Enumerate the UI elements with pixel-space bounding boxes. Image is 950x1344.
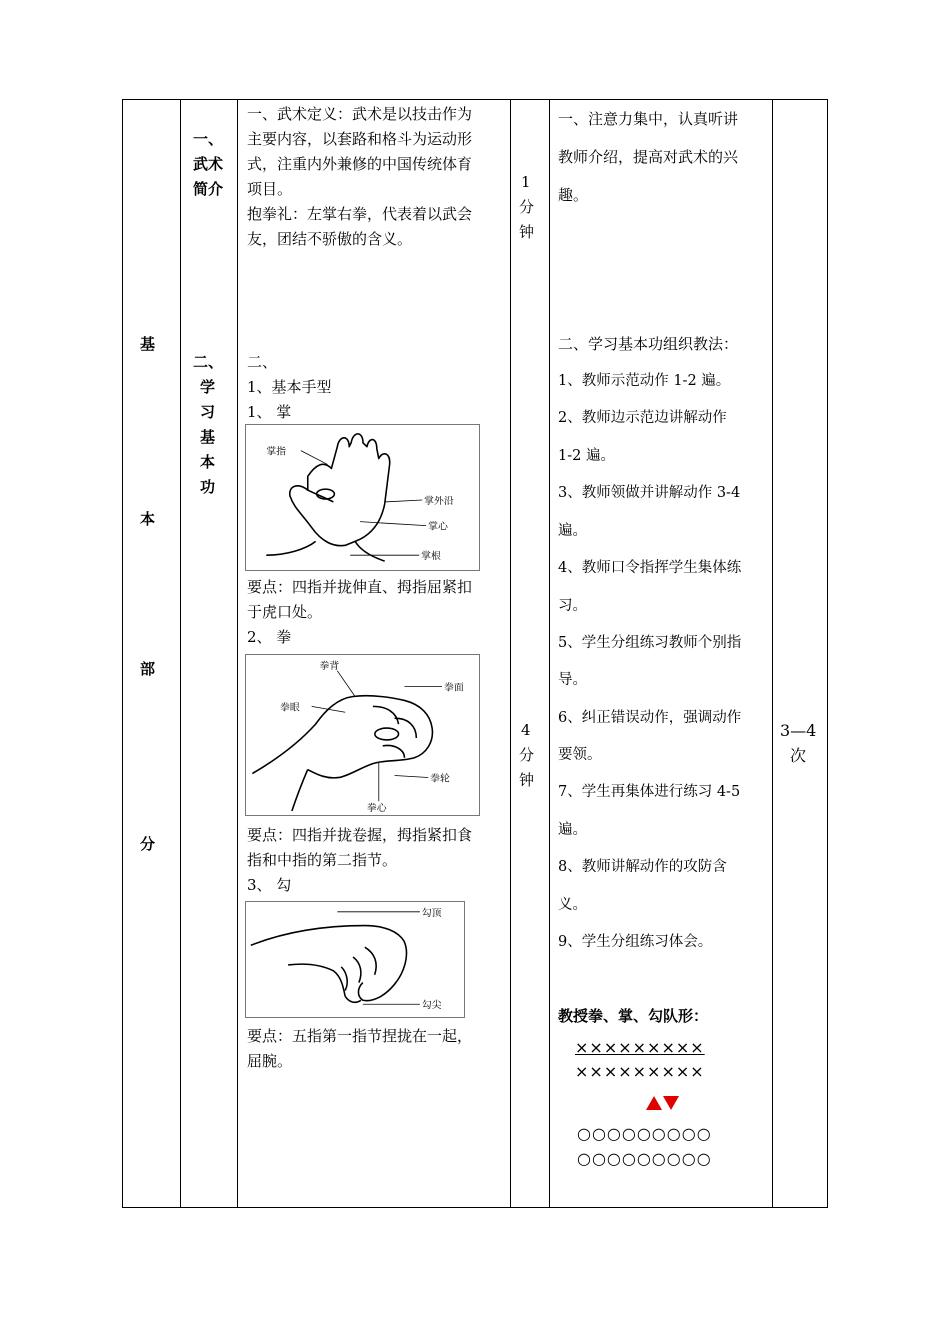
repeat-count: 3—4 bbox=[780, 721, 817, 740]
definition-line: 一、武术定义：武术是以技击作为 bbox=[247, 105, 473, 123]
col-divider bbox=[237, 100, 238, 1207]
method-step: 2、教师边示范边讲解动作 bbox=[558, 410, 727, 426]
salute-line: 友，团结不骄傲的含义。 bbox=[247, 230, 413, 248]
organization-title: 二、学习基本功组织教法： bbox=[558, 335, 739, 353]
method-step: 7、学生再集体进行练习 4-5 bbox=[558, 784, 741, 800]
palm-heading: 1、 掌 bbox=[247, 403, 292, 421]
salute-line: 抱拳礼：左掌右拳，代表着以武会 bbox=[247, 205, 473, 223]
hook-keypoint: 屈腕。 bbox=[247, 1052, 293, 1070]
palm-figure bbox=[245, 424, 480, 571]
palm-keypoint: 要点：四指并拢伸直、拇指屈紧扣 bbox=[247, 578, 473, 596]
topic-char: 学 bbox=[200, 378, 216, 396]
col-divider bbox=[549, 100, 550, 1207]
method-step: 义。 bbox=[558, 897, 587, 913]
section-char: 分 bbox=[140, 835, 156, 853]
fist-keypoint: 指和中指的第二指节。 bbox=[247, 851, 398, 869]
method-step: 1-2 遍。 bbox=[558, 448, 615, 464]
method-step: 4、教师口令指挥学生集体练 bbox=[558, 560, 742, 576]
hook-figure bbox=[245, 901, 465, 1018]
method-step: 导。 bbox=[558, 672, 587, 688]
time-value: 4 bbox=[521, 721, 531, 739]
method-step: 1、教师示范动作 1-2 遍。 bbox=[558, 373, 731, 389]
fist-heading: 2、 拳 bbox=[247, 628, 292, 646]
formation-row-students: ××××××××× bbox=[575, 1038, 705, 1057]
method-step: 3、教师领做并讲解动作 3-4 bbox=[558, 485, 741, 501]
topic-char: 本 bbox=[200, 453, 216, 471]
fist-label: 拳心 bbox=[366, 803, 387, 815]
method-line: 趣。 bbox=[558, 186, 589, 204]
teacher-marker-icon bbox=[645, 1094, 681, 1112]
time-unit: 钟 bbox=[519, 771, 535, 789]
definition-line: 式，注重内外兼修的中国传统体育 bbox=[247, 155, 473, 173]
fist-keypoint: 要点：四指并拢卷握，拇指紧扣食 bbox=[247, 826, 473, 844]
formation-title: 教授拳、掌、勾队形： bbox=[558, 1007, 709, 1025]
fist-label: 拳轮 bbox=[430, 773, 450, 785]
formation-row-students: ××××××××× bbox=[575, 1062, 705, 1081]
topic-char: 功 bbox=[200, 478, 216, 496]
col-divider bbox=[510, 100, 511, 1207]
palm-label: 掌根 bbox=[421, 551, 441, 563]
fist-label: 拳眼 bbox=[280, 702, 300, 714]
method-step: 9、学生分组练习体会。 bbox=[558, 934, 713, 950]
topic-title: 简介 bbox=[193, 180, 224, 198]
formation-row-circles: ○○○○○○○○○ bbox=[577, 1124, 712, 1143]
topic-title: 武术 bbox=[193, 155, 224, 173]
topic-number: 二、 bbox=[193, 353, 224, 371]
palm-label: 掌外沿 bbox=[424, 495, 454, 507]
section-char: 基 bbox=[140, 335, 156, 353]
palm-label: 掌指 bbox=[266, 446, 287, 458]
time-unit: 分 bbox=[519, 746, 535, 764]
topic-number: 一、 bbox=[193, 130, 224, 148]
palm-keypoint: 于虎口处。 bbox=[247, 603, 323, 621]
method-step: 6、纠正错误动作，强调动作 bbox=[558, 710, 742, 726]
method-line: 教师介绍，提高对武术的兴 bbox=[558, 148, 739, 166]
method-line: 一、注意力集中，认真听讲 bbox=[558, 110, 739, 128]
palm-label: 掌心 bbox=[428, 521, 448, 533]
method-step: 5、学生分组练习教师个别指 bbox=[558, 635, 742, 651]
method-step: 遍。 bbox=[558, 523, 587, 539]
repeat-unit: 次 bbox=[790, 746, 807, 765]
section-char: 本 bbox=[140, 510, 156, 528]
method-step: 8、教师讲解动作的攻防含 bbox=[558, 859, 727, 875]
hand-types-heading: 1、基本手型 bbox=[247, 378, 332, 396]
method-step: 遍。 bbox=[558, 822, 587, 838]
method-step: 习。 bbox=[558, 598, 587, 614]
time-value: 1 bbox=[521, 173, 531, 191]
hook-label: 勾顶 bbox=[421, 907, 442, 919]
definition-line: 主要内容，以套路和格斗为运动形 bbox=[247, 130, 473, 148]
hook-keypoint: 要点：五指第一指节捏拢在一起， bbox=[247, 1027, 473, 1045]
formation-row-circles: ○○○○○○○○○ bbox=[577, 1149, 712, 1168]
hook-heading: 3、 勾 bbox=[247, 876, 292, 894]
time-unit: 钟 bbox=[519, 223, 535, 241]
fist-label: 拳面 bbox=[443, 682, 464, 694]
fist-label: 拳背 bbox=[319, 660, 340, 672]
col-divider bbox=[180, 100, 181, 1207]
time-unit: 分 bbox=[519, 198, 535, 216]
col-divider bbox=[772, 100, 773, 1207]
topic-char: 基 bbox=[200, 428, 216, 446]
method-step: 要领。 bbox=[558, 747, 602, 763]
section-char: 部 bbox=[140, 660, 156, 678]
hook-label: 勾尖 bbox=[421, 1000, 442, 1012]
section-heading: 二、 bbox=[247, 353, 278, 371]
definition-line: 项目。 bbox=[247, 180, 293, 198]
topic-char: 习 bbox=[200, 403, 216, 421]
fist-figure bbox=[245, 654, 480, 816]
